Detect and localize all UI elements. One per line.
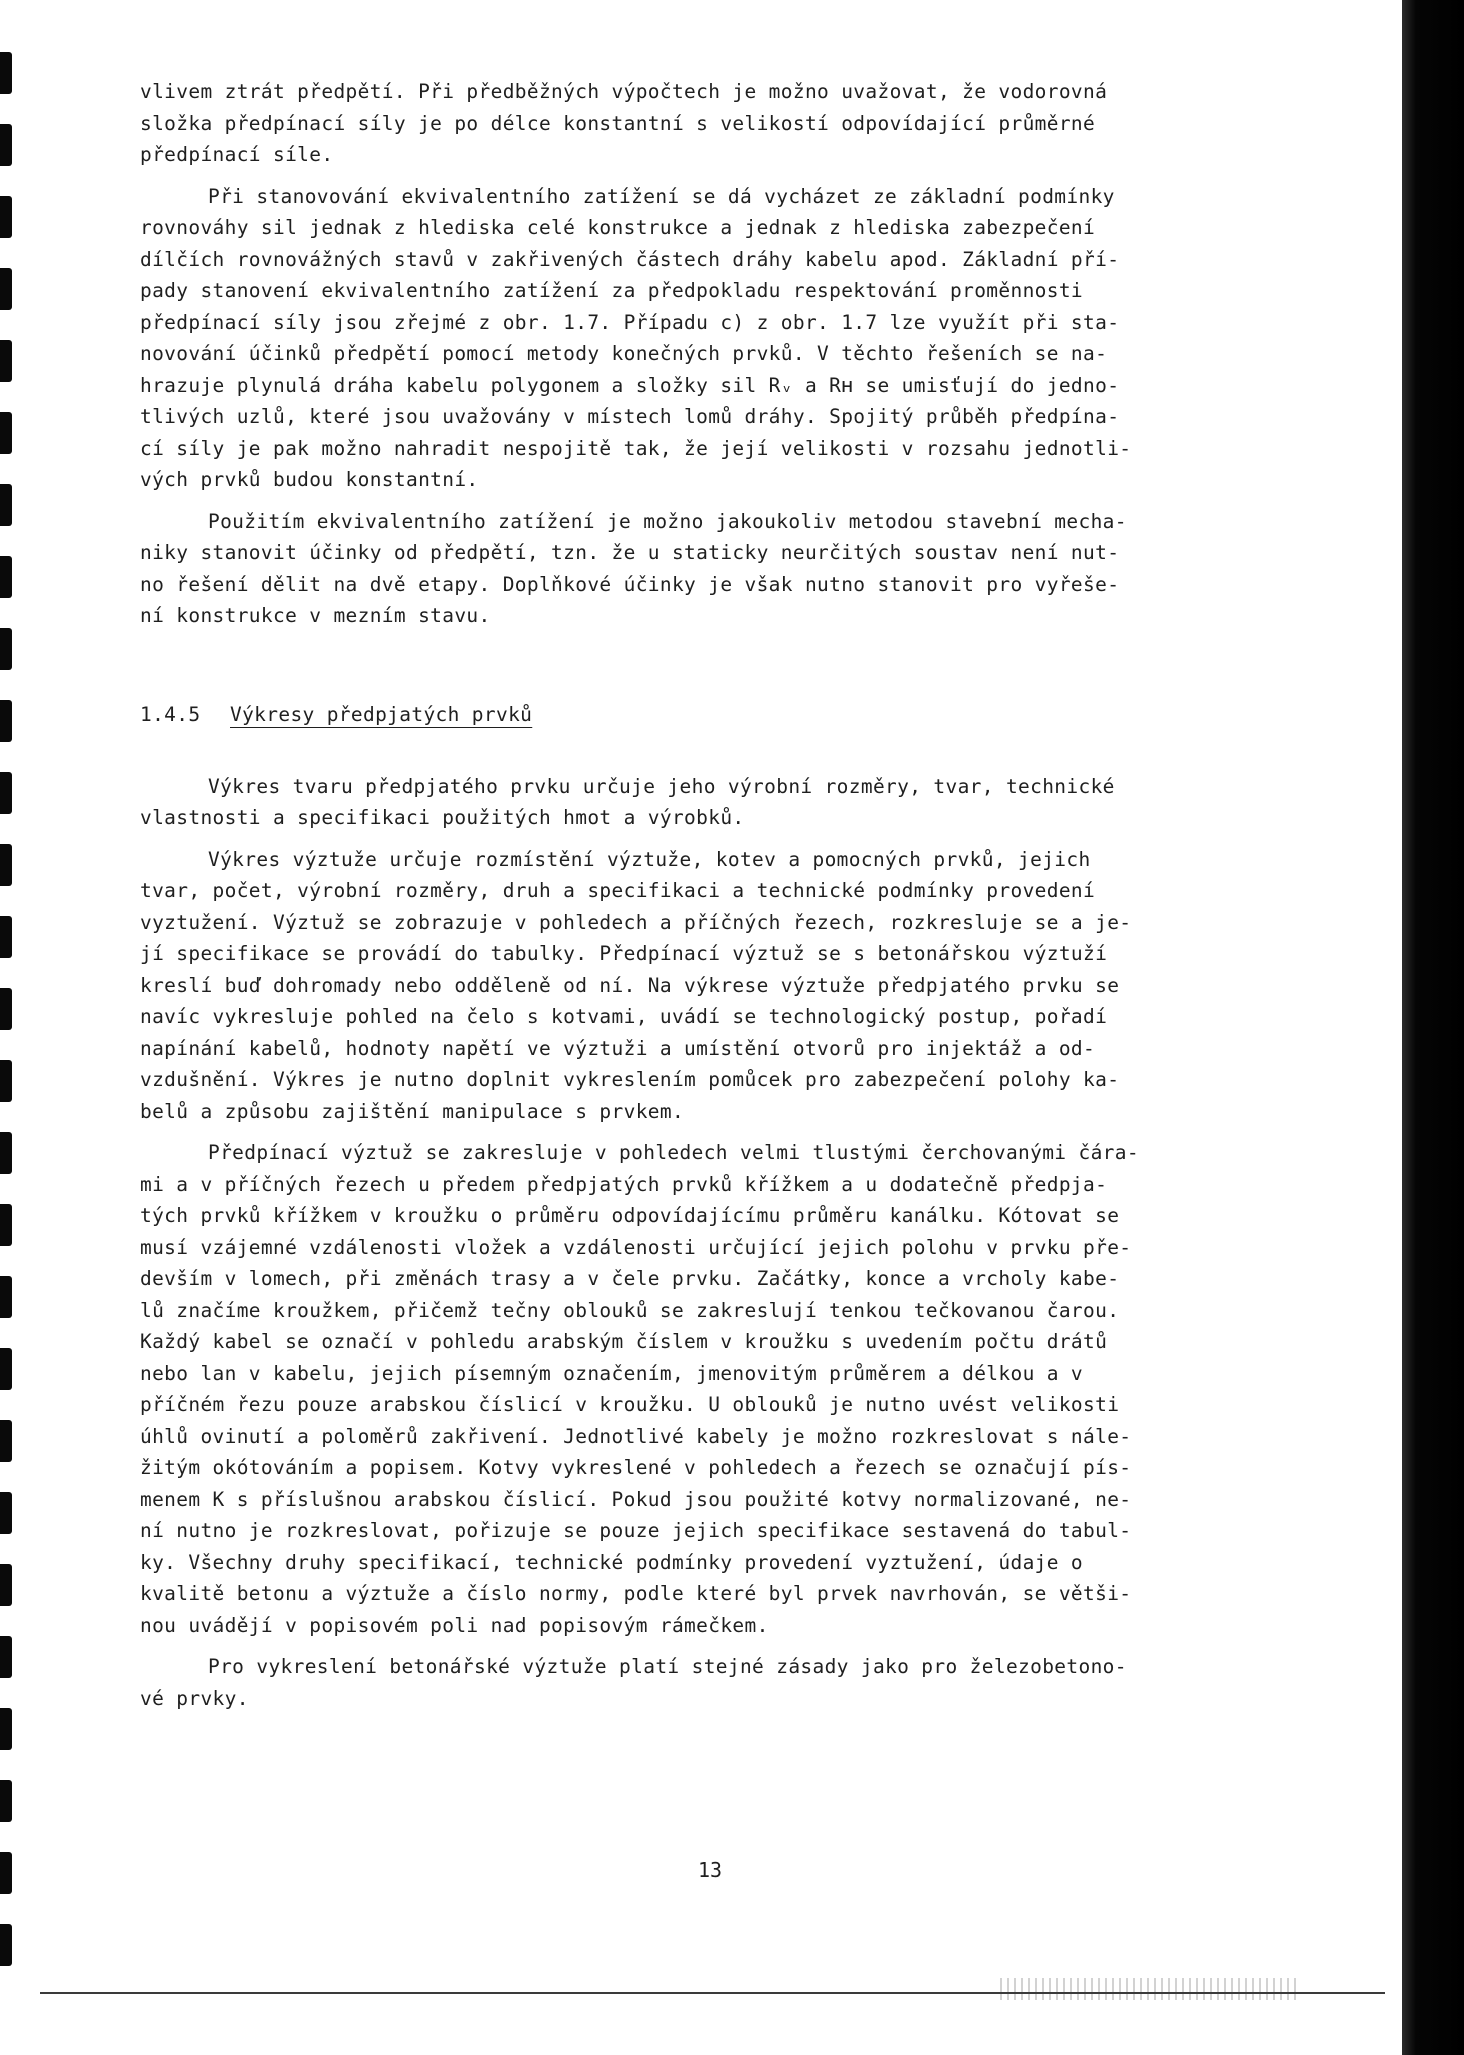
paragraph-continuation: vlivem ztrát předpětí. Při předběžných výpočtech je možno uvažovat, že vodorovná složka předpínací síly je po délce konstantní s velikostí odpovídající průměrné předpínací síle. [140, 80, 1108, 166]
paragraph-equivalent-load: Při stanovování ekvivalentního zatížení se dá vycházet ze základní podmínky rovnováhy sil jednak z hlediska celé konstrukce a jednak z hlediska zabezpečení dílčích rovnovážných stavů v zakřivených částech dráhy kabelu apod. Základní pří- pady stanovení ekvivalentního zatížení za předpokladu respektování proměnnosti předpínací síly jsou zřejmé z obr. 1.7. Případu c) z obr. 1.7 lze využít při sta- novování účinků předpětí pomocí metody konečných prvků. V těchto řešeních se na- hrazuje plynulá dráha kabelu polygonem a složky sil Rᵥ a Rʜ se umisťují do jedno- tlivých uzlů, které jsou uvažovány v místech lomů dráhy. Spojitý průběh předpína- cí síly je pak možno nahradit nespojitě tak, že její velikosti v rozsahu jednotli- vých prvků budou konstantní. [140, 184, 1132, 491]
binder-holes [0, 0, 20, 2055]
page-number: 13 [697, 1858, 723, 1882]
section-heading [140, 668, 1300, 731]
paragraph-equivalent-load-use: Použitím ekvivalentního zatížení je možno jakoukoliv metodou stavební mecha- niky stanovit účinky od předpětí, tzn. že u staticky neurčitých soustav není nut- no řešení dělit na dvě etapy. Doplňkové účinky je však nutno stanovit pro vyřeše- ní konstrukce v mezním stavu. [140, 509, 1127, 627]
scan-noise [1000, 1978, 1300, 2000]
page-bottom-edge [40, 1992, 1385, 1994]
scan-edge-right [1402, 0, 1464, 2055]
paragraph-shape-drawing: Výkres tvaru předpjatého prvku určuje jeho výrobní rozměry, tvar, technické vlastnosti a specifikaci použitých hmot a výrobků. [140, 774, 1115, 829]
paragraph-concrete-reinforcement: Pro vykreslení betonářské výztuže platí stejné zásady jako pro železobetono- vé prvky. [140, 1655, 1127, 1710]
section-number: 1.4.5 [140, 703, 201, 726]
section-title: Výkresy předpjatých prvků [230, 703, 533, 726]
paragraph-prestressing-reinforcement: Předpínací výztuž se zakresluje v pohledech velmi tlustými čerchovanými čára- mi a v příčných řezech u předem předpjatých prvků křížkem a u dodatečně předpja- tých prvků křížkem v kroužku o průměru odpovídajícímu průměru kanálku. Kótovat se musí vzájemné vzdálenosti vložek a vzdálenosti určující jejich polohu v prvku pře- devším v lomech, při změnách trasy a v čele prvku. Začátky, konce a vrcholy kabe- lů značíme kroužkem, přičemž tečny oblouků se zakreslují tenkou tečkovanou čarou. Každý kabel se označí v pohledu arabským číslem v kroužku s uvedením počtu drátů nebo lan v kabelu, jejich písemným označením, jmenovitým průměrem a délkou a v příčném řezu pouze arabskou číslicí v kroužku. U oblouků je nutno uvést velikosti úhlů ovinutí a poloměrů zakřivení. Jednotlivé kabely je možno rozkreslovat s nále- žitým okótováním a popisem. Kotvy vykreslené v pohledech a řezech se označují pís- menem K s příslušnou arabskou číslicí. Pokud jsou použité kotvy normalizované, ne- ní nutno je rozkreslovat, pořizuje se pouze jejich specifikace sestavená do tabul- ky. Všechny druhy specifikací, technické podmínky provedení vyztužení, údaje o kvalitě betonu a výztuže a číslo normy, podle které byl prvek navrhován, se větši- nou uvádějí v popisovém poli nad popisovým rámečkem. [140, 1141, 1139, 1637]
page-body [140, 76, 1300, 1714]
paragraph-reinforcement-drawing: Výkres výztuže určuje rozmístění výztuže, kotev a pomocných prvků, jejich tvar, počet, výrobní rozměry, druh a specifikaci a technické podmínky provedení vyztužení. Výztuž se zobrazuje v pohledech a příčných řezech, rozkresluje se a je- jí specifikace se provádí do tabulky. Předpínací výztuž se s betonářskou výztuží kreslí buď dohromady nebo odděleně od ní. Na výkrese výztuže předpjatého prvku se navíc vykresluje pohled na čelo s kotvami, uvádí se technologický postup, pořadí napínání kabelů, hodnoty napětí ve výztuži a umístění otvorů pro injektáž a od- vzdušnění. Výkres je nutno doplnit vykreslením pomůcek pro zabezpečení polohy ka- belů a způsobu zajištění manipulace s prvkem. [140, 847, 1132, 1123]
